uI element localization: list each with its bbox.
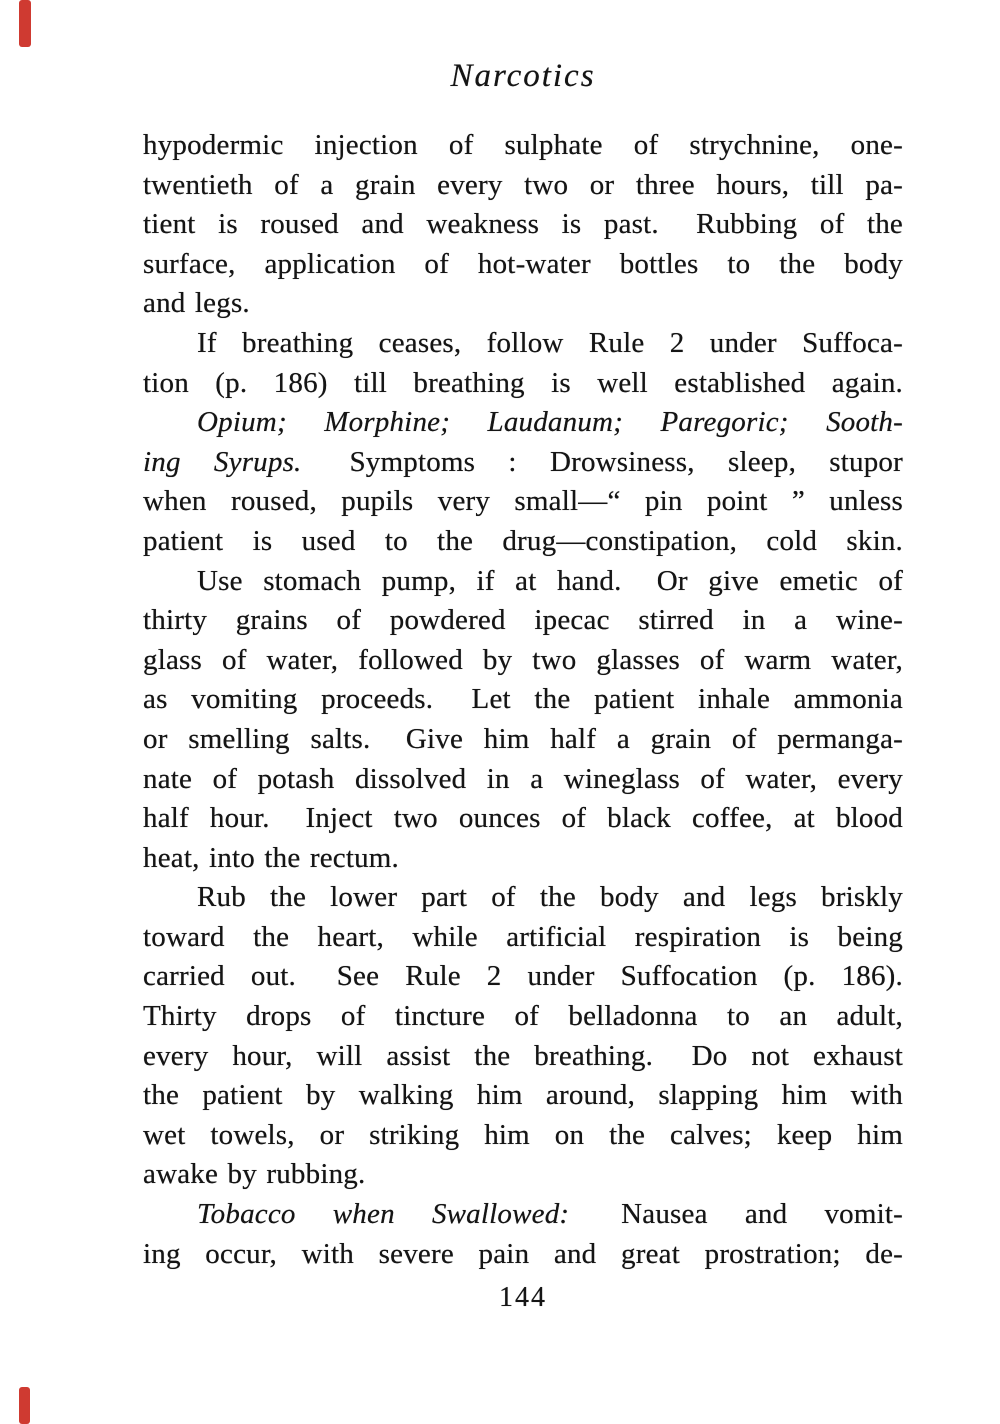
text-line: [143, 562, 903, 602]
text-run: or smelling salts. Give him half a grain of permanga-: [143, 722, 903, 755]
text-line: [143, 918, 903, 958]
text-line: [143, 482, 903, 522]
red-scan-artifact-top: [19, 0, 31, 47]
italic-text-run: Tobacco when Swallowed:: [197, 1198, 570, 1231]
text-line: [143, 126, 903, 166]
text-run: carried out. See Rule 2 under Suffocation (p. 186).: [143, 960, 903, 993]
text-line: [143, 1116, 903, 1156]
text-line: [143, 324, 903, 364]
page-title: Narcotics: [450, 58, 596, 94]
text-run: as vomiting proceeds. Let the patient inhale ammonia: [143, 683, 903, 716]
text-run: the patient by walking him around, slapping him with: [143, 1079, 903, 1112]
text-run: heat, into the rectum.: [143, 841, 400, 874]
text-line: [143, 680, 903, 720]
text-run: nate of potash dissolved in a wineglass of water, every: [143, 762, 903, 795]
red-scan-artifact-bottom: [19, 1387, 30, 1424]
text-run: If breathing ceases, follow Rule 2 under Suffoca-: [197, 326, 903, 359]
text-line: [143, 364, 903, 404]
text-line: [143, 760, 903, 800]
text-run: and legs.: [143, 287, 250, 320]
text-line: [143, 997, 903, 1037]
text-run: awake by rubbing.: [143, 1158, 366, 1191]
text-run: Rub the lower part of the body and legs briskly: [197, 881, 903, 914]
text-line: [143, 839, 903, 879]
text-run: glass of water, followed by two glasses of warm water,: [143, 643, 903, 676]
text-run: ing occur, with severe pain and great prostration; de-: [143, 1237, 903, 1270]
text-run: half hour. Inject two ounces of black coffee, at blood: [143, 802, 903, 835]
page-number: 144: [499, 1282, 547, 1313]
text-run: Nausea and vomit-: [569, 1198, 904, 1231]
text-line: [143, 1155, 903, 1195]
text-line: [143, 284, 903, 324]
text-line: [143, 601, 903, 641]
text-line: [143, 522, 903, 562]
text-line: [143, 1037, 903, 1077]
text-run: wet towels, or striking him on the calves; keep him: [143, 1118, 903, 1151]
text-run: every hour, will assist the breathing. Do not exhaust: [143, 1039, 903, 1072]
italic-text-run: ing Syrups.: [143, 445, 302, 478]
text-run: tient is roused and weakness is past. Rubbing of the: [143, 208, 903, 241]
text-line: [143, 205, 903, 245]
text-line: [143, 957, 903, 997]
text-line: [143, 1076, 903, 1116]
italic-text-run: Opium; Morphine; Laudanum; Paregoric; Sooth-: [197, 406, 903, 439]
text-run: twentieth of a grain every two or three hours, till pa-: [143, 168, 903, 201]
text-run: tion (p. 186) till breathing is well established again.: [143, 366, 903, 399]
text-run: thirty grains of powdered ipecac stirred in a wine-: [143, 604, 903, 637]
text-run: Thirty drops of tincture of belladonna to an adult,: [143, 1000, 903, 1033]
text-run: surface, application of hot-water bottles to the body: [143, 247, 903, 280]
text-line: [143, 1195, 903, 1235]
text-line: [143, 1235, 903, 1275]
text-run: Use stomach pump, if at hand. Or give emetic of: [197, 564, 903, 597]
text-run: patient is used to the drug—constipation, cold skin.: [143, 524, 903, 557]
text-run: Symptoms : Drowsiness, sleep, stupor: [301, 445, 903, 478]
text-line: [143, 245, 903, 285]
body-text: [143, 126, 903, 1274]
text-line: [143, 720, 903, 760]
text-run: toward the heart, while artificial respiration is being: [143, 920, 903, 953]
text-line: [143, 878, 903, 918]
text-line: [143, 166, 903, 206]
text-line: [143, 641, 903, 681]
text-line: [143, 443, 903, 483]
text-line: [143, 403, 903, 443]
text-run: when roused, pupils very small—“ pin point ” unless: [143, 485, 903, 518]
text-run: hypodermic injection of sulphate of strychnine, one-: [143, 129, 903, 161]
text-line: [143, 799, 903, 839]
